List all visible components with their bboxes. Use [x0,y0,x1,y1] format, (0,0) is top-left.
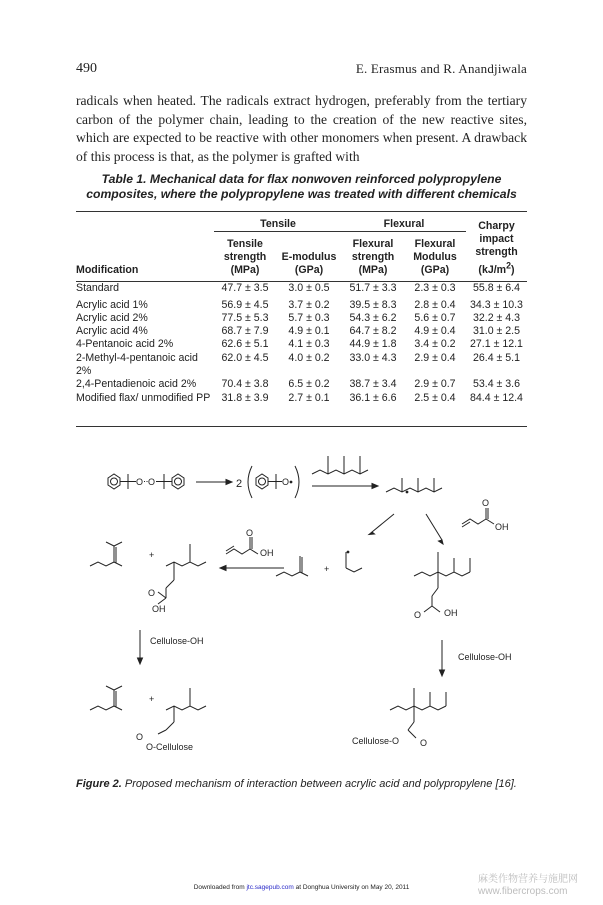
table-row [76,325,527,338]
arrow-6-head [138,658,143,664]
group-header-flexural: Flexural [342,213,466,231]
table-caption [76,172,527,202]
value-cell: 39.5 ± 8.3 [349,298,397,311]
value-cell: 3.7 ± 0.2 [288,298,330,311]
cellulose-o-label: Cellulose-O [352,736,400,746]
value-cell: 56.9 ± 4.5 [221,298,269,311]
acrylic-acid-structure-1 [462,498,509,532]
value-cell: 5.6 ± 0.7 [414,311,456,324]
figure-caption-label: Figure 2. [76,778,122,790]
value-cell: 47.7 ± 3.5 [221,282,269,294]
acrylic-oh-label-2: OH [260,548,274,558]
terminal-alkene-product-2 [90,686,122,710]
modification-cell: Acrylic acid 2% [76,311,148,324]
polypropylene-chain-1 [312,456,368,474]
grafted-o-label-1: O [148,588,156,598]
body-paragraph: radicals when heated. The radicals extract hydrogen, preferably from the tertiary carbon of the polymer chain, leading to the creation of the new reactive sites, which are expected to be reactive with other monomers when present. A drawback of this process is that, as the polymer is grafted with [76,93,527,164]
value-cell: 31.0 ± 2.5 [472,325,521,338]
pp-radical-structure [386,478,442,493]
grafted-oh-label-2: OH [444,608,458,618]
mechanical-data-table [76,213,527,411]
value-cell: 27.1 ± 12.1 [470,338,523,351]
cumyloxy-radical-structure [248,466,299,498]
value-cell: 31.8 ± 3.9 [221,391,269,404]
table-row [76,299,527,312]
download-suffix: at Donghua University on May 20, 2011 [295,884,410,891]
value-cell: 62.6 ± 5.1 [221,338,269,351]
value-cell: 2.9 ± 0.4 [414,351,456,364]
value-cell: 4.1 ± 0.3 [288,338,330,351]
arrow-4 [426,514,442,540]
o-cellulose-label: O-Cellulose [146,742,194,752]
ester-o-label-1: O [136,732,144,742]
value-cell: 26.4 ± 5.1 [472,351,521,364]
charpy-header-text: Charpy impact strength $(kJ/m^2)$ [475,220,518,276]
modification-cell: Acrylic acid 1% [76,298,148,311]
value-cell: 3.0 ± 0.5 [288,282,330,294]
value-cell: 55.8 ± 6.4 [472,282,521,294]
beta-scission-products [276,551,362,576]
acrylic-oh-label-1: OH [495,522,509,532]
column-header-flexural-strength: Flexural strength (MPa) [351,238,395,276]
table-row [76,352,527,379]
watermark-line-1: 麻类作物营养与施肥网 [478,874,578,885]
table-caption-label: Table 1. [101,172,147,186]
plus-sign-1: + [149,550,155,560]
terminal-alkene-product-1 [90,542,122,566]
arrow-5-head [220,566,226,571]
modification-cell: Acrylic acid 4% [76,325,148,338]
cellulose-oh-label-2: Cellulose-OH [458,652,512,662]
value-cell: 84.4 ± 12.4 [470,391,523,404]
cellulose-ester-product-1 [136,688,206,752]
value-cell: 53.4 ± 3.6 [472,378,521,391]
table-caption-text: Mechanical data for flax nonwoven reinforced polypropylene composites, where the polypropylene was treated with different chemicals [86,172,517,201]
peroxide-o-label-1: O [136,477,144,487]
value-cell: 68.7 ± 7.9 [221,325,269,338]
table-bottom-rule [76,426,527,427]
arrow-3 [372,514,394,532]
value-cell: 2.9 ± 0.7 [414,378,456,391]
figure-caption [76,778,546,790]
dicumyl-peroxide-structure [108,474,184,489]
cellulose-ester-product-2 [352,688,446,748]
value-cell: 2.3 ± 0.3 [414,282,456,294]
value-cell: 51.7 ± 3.3 [349,282,397,294]
grafted-oh-label-1: OH [152,604,166,614]
value-cell: 70.4 ± 3.8 [221,378,269,391]
table-row [76,312,527,325]
table-row [76,392,527,405]
value-cell: 34.3 ± 10.3 [470,298,523,311]
value-cell: 2.8 ± 0.4 [414,298,456,311]
peroxide-o-label-2: O [148,477,156,487]
value-cell: 4.9 ± 0.4 [414,325,456,338]
modification-cell: 2,4-Pentadienoic acid 2% [76,378,197,391]
table-row [76,378,527,391]
column-header-charpy [466,213,527,277]
value-cell: 3.4 ± 0.2 [414,338,456,351]
watermark-line-2: www.fibercrops.com [478,886,568,897]
acrylic-o-label-2: O [246,528,254,538]
value-cell: 64.7 ± 8.2 [349,325,397,338]
column-header-tensile-strength: Tensile strength (MPa) [223,238,267,276]
acrylic-acid-structure-2 [226,528,274,558]
table-row [76,282,527,299]
value-cell: 77.5 ± 5.3 [221,311,269,324]
acrylic-o-label-1: O [482,498,490,508]
value-cell: 4.0 ± 0.2 [288,351,330,364]
download-link[interactable]: jtc.sagepub.com [246,884,294,891]
watermark [478,874,578,898]
value-cell: 54.3 ± 6.2 [349,311,397,324]
grafted-o-label-2: O [414,610,422,620]
arrow-1-head [226,480,232,485]
value-cell: 32.2 ± 4.3 [472,311,521,324]
download-prefix: Downloaded from [193,884,245,891]
figure-caption-text: Proposed mechanism of interaction between acrylic acid and polypropylene [16]. [124,778,517,790]
value-cell: 44.9 ± 1.8 [349,338,397,351]
column-header-flexural-modulus: Flexural Modulus (GPa) [413,238,457,276]
cellulose-oh-label-1: Cellulose-OH [150,636,204,646]
table-body [76,282,527,411]
value-cell: 5.7 ± 0.3 [288,311,330,324]
plus-sign-2: + [324,564,330,574]
arrow-7-head [440,670,445,676]
value-cell: 6.5 ± 0.2 [288,378,330,391]
modification-cell: 4-Pentanoic acid 2% [76,338,174,351]
value-cell: 38.7 ± 3.4 [349,378,397,391]
table-row [76,338,527,351]
running-head: E. Erasmus and R. Anandjiwala [355,61,527,76]
column-header-e-modulus: E-modulus (GPa) [281,251,337,276]
arrow-2-head [372,484,378,489]
value-cell: 36.1 ± 6.6 [349,391,397,404]
ester-o-label-2: O [420,738,428,748]
value-cell: 62.0 ± 4.5 [221,351,269,364]
grafted-acid-product-1 [148,544,206,614]
grafted-chain-structure [414,552,470,620]
group-header-tensile: Tensile [214,213,342,231]
value-cell: 2.7 ± 0.1 [288,391,330,404]
column-header-modification: Modification [76,264,139,276]
plus-sign-3: + [149,694,155,704]
value-cell: 2.5 ± 0.4 [414,391,456,404]
modification-cell: Modified flax/ unmodified PP [76,391,211,404]
coefficient-two: 2 [236,478,243,490]
modification-cell: 2-Methyl-4-pentanoic acid 2% [76,351,198,377]
table-top-rule [76,211,527,212]
value-cell: 33.0 ± 4.3 [349,351,397,364]
modification-cell: Standard [76,282,119,294]
reaction-scheme [76,448,536,766]
radical-o-label: O [282,477,290,487]
page-number: 490 [76,61,97,76]
value-cell: 4.9 ± 0.1 [288,325,330,338]
